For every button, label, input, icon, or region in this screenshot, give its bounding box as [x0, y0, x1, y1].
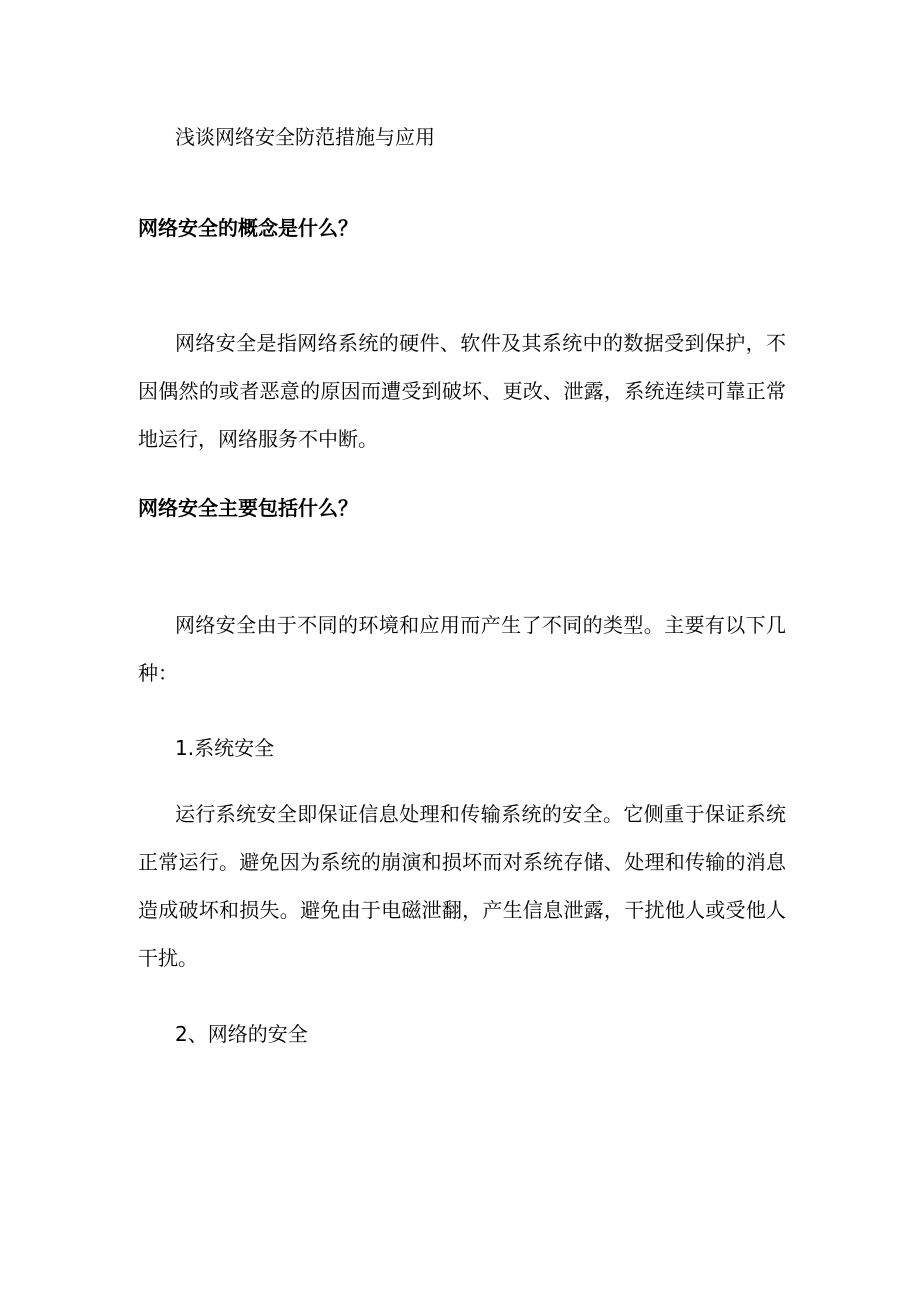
paragraph-concept: 网络安全是指网络系统的硬件、软件及其系统中的数据受到保护，不因偶然的或者恶意的原因而遭受到破坏、更改、泄露，系统连续可靠正常地运行，网络服务不中断。	[138, 331, 786, 451]
section-1-body: 运行系统安全即保证信息处理和传输系统的安全。它侧重于保证系统正常运行。避免因为系统的崩演和损坏而对系统存储、处理和传输的消息造成破坏和损失。避免由于电磁泄翻，产生信息泄露，干扰他人或受他人干扰。	[138, 802, 786, 970]
heading-includes: 网络安全主要包括什么？	[138, 496, 358, 520]
heading-concept: 网络安全的概念是什么？	[138, 216, 358, 240]
section-2-title: 2、网络的安全	[175, 1022, 308, 1046]
section-1-title: 1.系统安全	[175, 736, 275, 760]
paragraph-includes: 网络安全由于不同的环境和应用而产生了不同的类型。主要有以下几种：	[138, 613, 786, 685]
document-title: 浅谈网络安全防范措施与应用	[175, 125, 435, 149]
